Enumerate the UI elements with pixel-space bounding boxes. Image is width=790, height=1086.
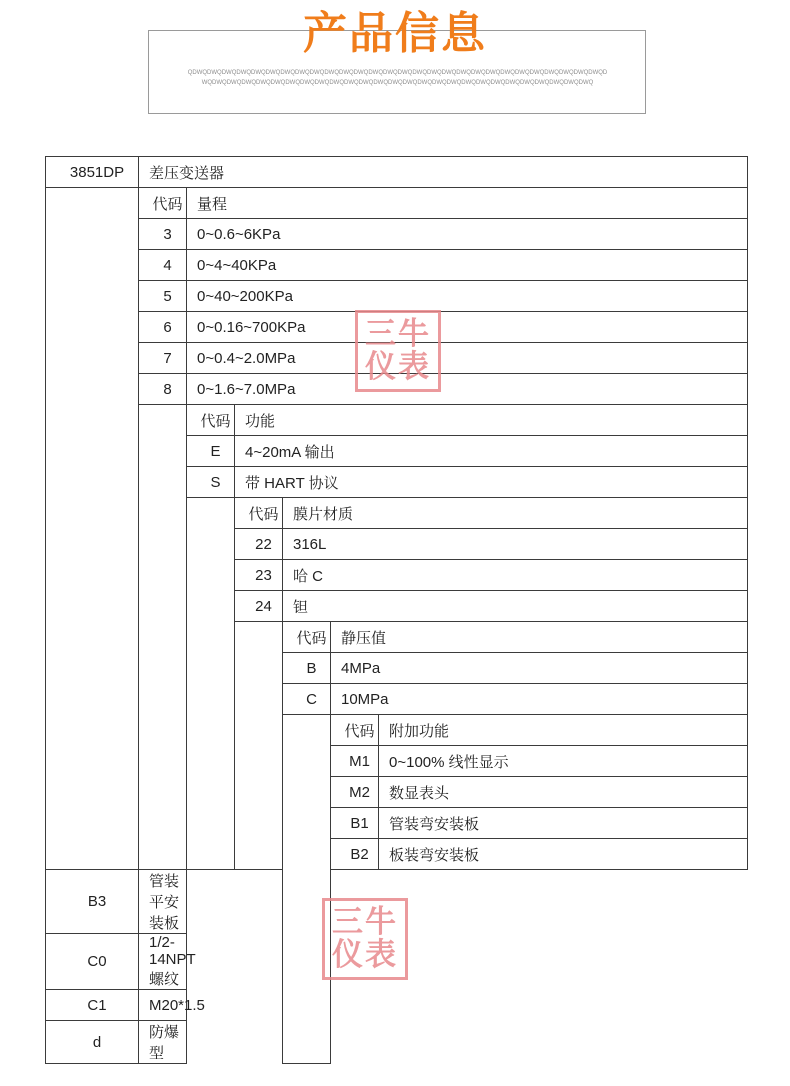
- row-code: 6: [139, 312, 187, 343]
- spacer-col-4: [235, 622, 283, 870]
- row-code: B3: [46, 870, 139, 934]
- row-label: 管装弯安装板: [379, 808, 748, 839]
- product-spec-table: [45, 156, 748, 1064]
- table-row: [46, 219, 748, 250]
- table-row: [46, 374, 748, 405]
- row-code: C0: [46, 934, 139, 990]
- table-row: [46, 312, 748, 343]
- row-label: 316L: [283, 529, 748, 560]
- watermark-line-1: 三牛: [332, 904, 398, 939]
- section-code-header: 代码: [235, 498, 283, 529]
- spacer-col-5: [283, 715, 331, 1064]
- table-row: [46, 870, 748, 934]
- row-code: C: [283, 684, 331, 715]
- section-code-header: 代码: [187, 405, 235, 436]
- section-name-header: 静压值: [331, 622, 748, 653]
- row-label: 0~40~200KPa: [187, 281, 748, 312]
- table-row: [46, 990, 748, 1021]
- row-label: 带 HART 协议: [235, 467, 748, 498]
- row-label: 10MPa: [331, 684, 748, 715]
- table-row: [46, 157, 748, 188]
- row-code: M1: [331, 746, 379, 777]
- section-name-header: 附加功能: [379, 715, 748, 746]
- row-code: E: [187, 436, 235, 467]
- row-label: 数显表头: [379, 777, 748, 808]
- table-row: [46, 281, 748, 312]
- row-code: B: [283, 653, 331, 684]
- table-row: [46, 1021, 748, 1064]
- spec-table-wrapper: [45, 156, 747, 1064]
- row-label: 0~0.16~700KPa: [187, 312, 748, 343]
- page-header: [0, 0, 790, 130]
- row-code: 22: [235, 529, 283, 560]
- row-label: 防爆型: [139, 1021, 187, 1064]
- row-label: 4~20mA 输出: [235, 436, 748, 467]
- section-name-header: 功能: [235, 405, 748, 436]
- section-name-header: 量程: [187, 188, 748, 219]
- row-code: 7: [139, 343, 187, 374]
- watermark-line-1: 三牛: [365, 316, 431, 351]
- spacer-col-1: [46, 188, 139, 870]
- row-label: 1/2-14NPT 螺纹: [139, 934, 187, 990]
- section-name-header: 膜片材质: [283, 498, 748, 529]
- row-label: 0~4~40KPa: [187, 250, 748, 281]
- row-code: 3: [139, 219, 187, 250]
- table-row: [46, 934, 748, 990]
- row-label: M20*1.5: [139, 990, 187, 1021]
- row-label: 哈 C: [283, 560, 748, 591]
- table-row: [46, 343, 748, 374]
- table-row: [46, 250, 748, 281]
- row-code: 24: [235, 591, 283, 622]
- row-label: 0~100% 线性显示: [379, 746, 748, 777]
- table-row: [46, 188, 748, 219]
- spacer-col-2: [139, 405, 187, 870]
- spacer-col-3: [187, 498, 235, 870]
- row-code: 4: [139, 250, 187, 281]
- row-label: 0~0.6~6KPa: [187, 219, 748, 250]
- section-code-header: 代码: [283, 622, 331, 653]
- section-code-header: 代码: [139, 188, 187, 219]
- header-subtext: QDWQDWQDWQDWQDWQDWQDWQDWQDWQDWQDWQDWQDWQDWQDWQDWQDWQDWQDWQDWQDWQDWQDWQDWQDWQDWQDWQDWQDWQDWQDWQDWQDWQDWQDWQDWQDWQDWQDWQDWQDWQDWQDWQDWQDWQDWQDWQDWQDWQDWQDWQDWQDWQDWQDWQ: [187, 70, 608, 86]
- row-code: M2: [331, 777, 379, 808]
- row-label: 0~1.6~7.0MPa: [187, 374, 748, 405]
- row-label: 管装平安装板: [139, 870, 187, 934]
- model-code: 3851DP: [46, 157, 139, 188]
- watermark-line-2: 仪表: [365, 348, 431, 384]
- row-code: d: [46, 1021, 139, 1064]
- row-label: 板装弯安装板: [379, 839, 748, 870]
- watermark-line-2: 仪表: [332, 936, 398, 972]
- row-label: 0~0.4~2.0MPa: [187, 343, 748, 374]
- row-label: 4MPa: [331, 653, 748, 684]
- model-description: 差压变送器: [139, 157, 748, 188]
- row-code: 8: [139, 374, 187, 405]
- row-code: 23: [235, 560, 283, 591]
- row-code: B1: [331, 808, 379, 839]
- section-code-header: 代码: [331, 715, 379, 746]
- row-code: S: [187, 467, 235, 498]
- table-row: [46, 405, 748, 436]
- row-code: B2: [331, 839, 379, 870]
- page-title: 产品信息: [303, 9, 487, 58]
- row-label: 钽: [283, 591, 748, 622]
- row-code: C1: [46, 990, 139, 1021]
- row-code: 5: [139, 281, 187, 312]
